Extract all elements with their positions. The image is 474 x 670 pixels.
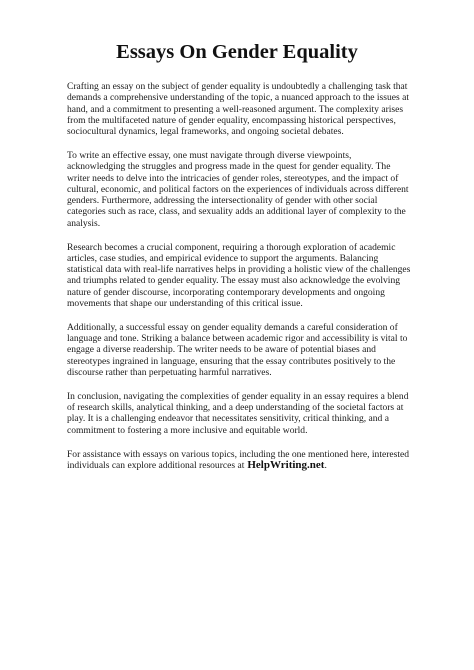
document-title: Essays On Gender Equality (116, 41, 358, 63)
paragraph-3: Research becomes a crucial component, requiring a thorough exploration of academic articles, case studies, and empirical evidence to support the arguments. Balancing statistical data with real-life narratives helps in providing a holistic view of the challenges and triumphs related to gender equality. The essay must also acknowledge the evolving nature of gender discourse, incorporating contemporary developments and ongoing movements that shape our understanding of this critical issue. (67, 241, 411, 310)
paragraph-1: Crafting an essay on the subject of gender equality is undoubtedly a challenging task that demands a comprehensive understanding of the topic, a nuanced approach to the issues at hand, and a commitment to presenting a well-reasoned argument. The complexity arises from the multifaceted nature of gender equality, encompassing historical perspectives, sociocultural dynamics, legal frameworks, and ongoing societal debates. (67, 81, 409, 138)
paragraph-2: To write an effective essay, one must navigate through diverse viewpoints, acknowledging the struggles and progress made in the quest for gender equality. The writer needs to delve into the intricacies of gender roles, stereotypes, and the impact of cultural, economic, and political factors on the experiences of individuals across different genders. Furthermore, addressing the intersectionality of gender with other social categories such as race, class, and sexuality adds an additional layer of complexity to the analysis. (67, 149, 409, 229)
helpwriting-link[interactable]: HelpWriting.net (247, 458, 325, 471)
paragraph-4: Additionally, a successful essay on gender equality demands a careful consideration of language and tone. Striking a balance between academic rigor and accessibility is vital to engage a diverse readership. The writer needs to be aware of potential biases and stereotypes ingrained in language, ensuring that the essay contributes positively to the discourse rather than perpetuating harmful narratives. (67, 321, 408, 379)
paragraph-5: In conclusion, navigating the complexities of gender equality in an essay requires a blend of research skills, analytical thinking, and a deep understanding of the societal factors at play. It is a challenging endeavor that necessitates sensitivity, critical thinking, and a commitment to fostering a more inclusive and equitable world. (67, 390, 409, 436)
closing-text: For assistance with essays on various topics, including the one mentioned here, interested individuals can explore additional resources at (67, 448, 410, 471)
closing-period: . (324, 459, 327, 471)
closing-paragraph (67, 449, 412, 472)
document-body (67, 81, 412, 484)
